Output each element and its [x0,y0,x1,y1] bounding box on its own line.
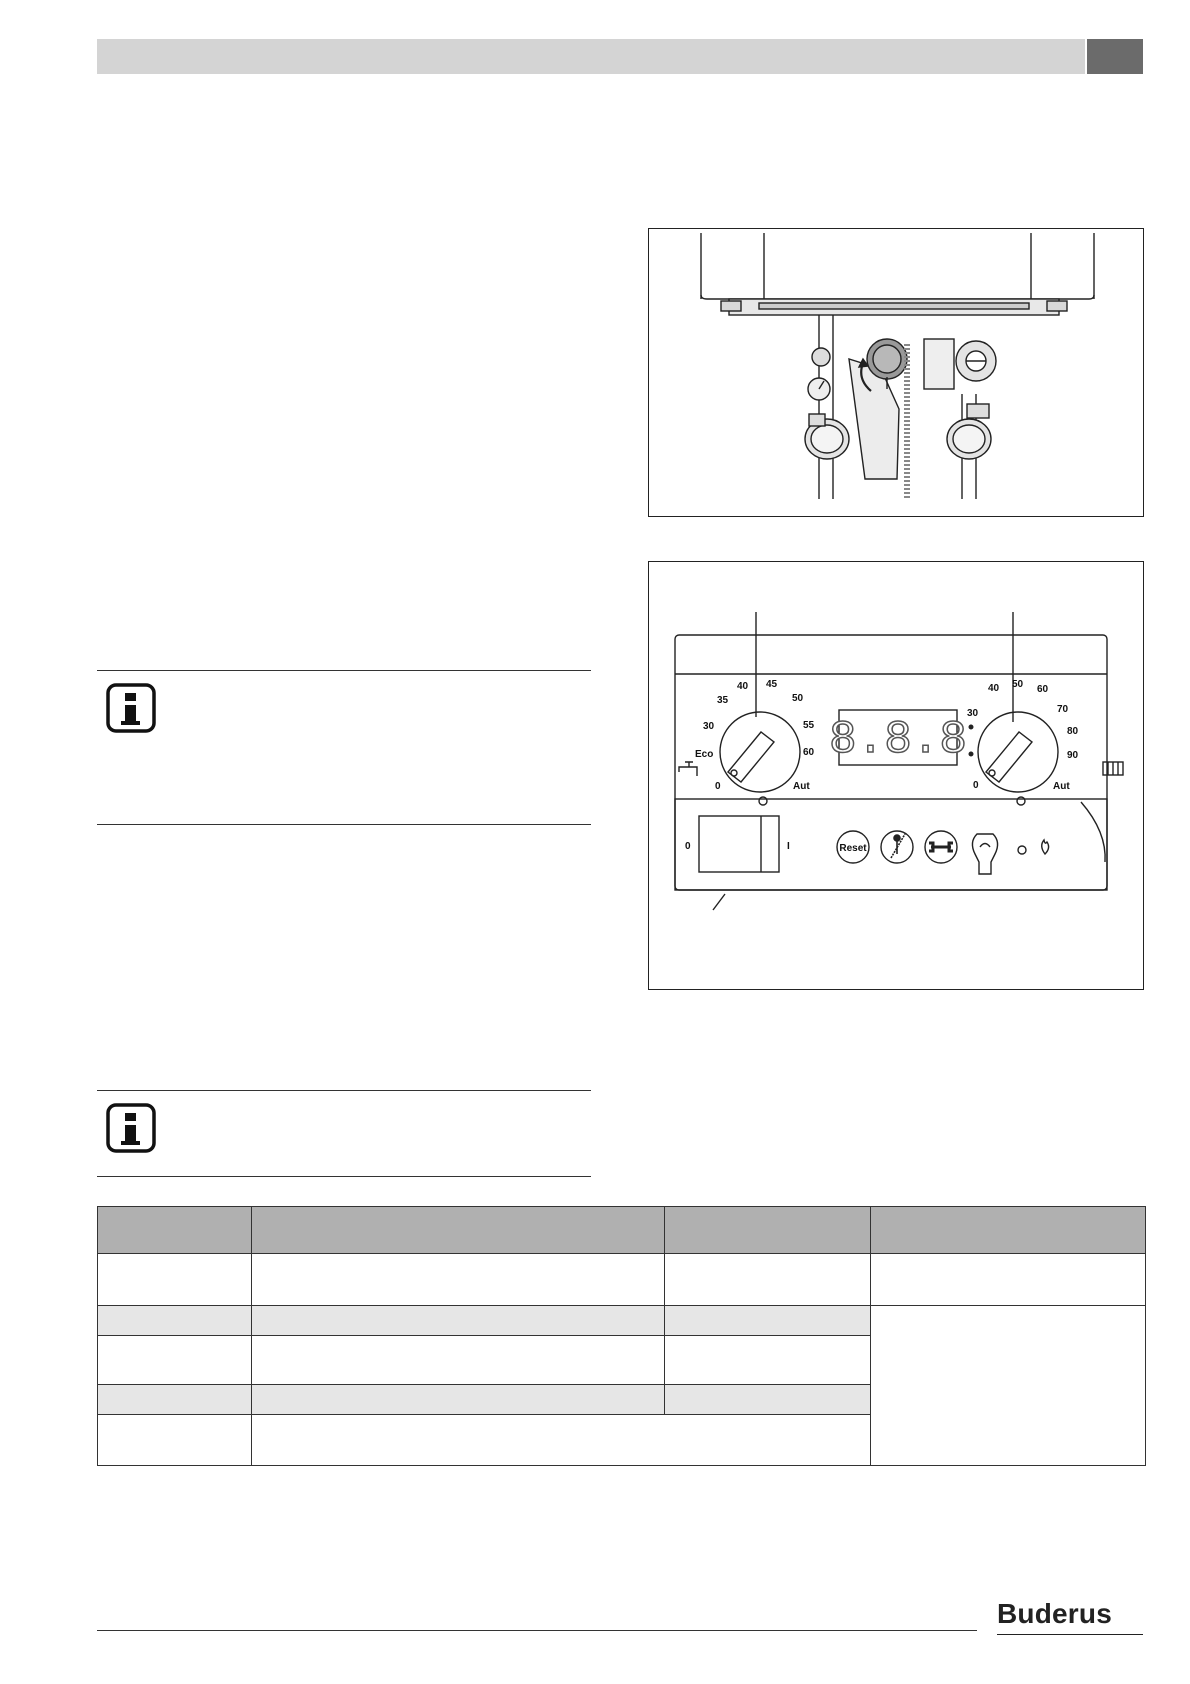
info-icon [105,682,157,734]
dial-right-label: 50 [1012,679,1024,690]
table-header-cell [98,1207,252,1254]
display-readout: 8.8.8 [828,714,968,766]
flame-icon [1042,840,1049,854]
control-panel-illustration [649,562,1143,989]
footer-rule [97,1630,977,1631]
switch-on-label: I [787,841,790,852]
dial-left-label: 30 [703,721,715,732]
dial-left-label: 45 [766,679,778,690]
dial-left-label: Aut [793,781,810,792]
brand-logo: Buderus [997,1598,1112,1629]
dial-left-label: 35 [717,695,729,706]
dial-right-label: 0 [973,780,979,791]
note-1-top-rule [97,670,591,671]
dial-left-label: 60 [803,747,815,758]
dial-left-label: 55 [803,720,815,731]
table-header-cell [665,1207,871,1254]
note-2 [105,1102,157,1159]
switch-off-label: 0 [685,841,691,852]
info-icon [105,1102,157,1154]
dial-left-label: Eco [695,749,714,760]
dial-right-label: 80 [1067,726,1079,737]
dial-right-label: 60 [1037,684,1049,695]
dial-right-label: 40 [988,683,1000,694]
valves-illustration [649,229,1143,516]
table-header-cell [252,1207,665,1254]
tap-icon [679,762,697,776]
note-2-top-rule [97,1090,591,1091]
header-bar [97,39,1085,74]
header-section-tab [1087,39,1143,74]
table-row [98,1306,1146,1336]
note-2-bottom-rule [97,1176,591,1177]
figure-valves [648,228,1144,517]
dial-left-label: 50 [792,693,804,704]
dial-right-label: 70 [1057,704,1069,715]
dial-left-label: 40 [737,681,749,692]
figure-control-panel [648,561,1144,990]
table-row [98,1254,1146,1306]
table-header-cell [871,1207,1146,1254]
pump-icon [972,834,997,874]
dial-left-label: 0 [715,781,721,792]
dial-right-label: 90 [1067,750,1079,761]
table-header-row [98,1207,1146,1254]
reset-button-label: Reset [839,843,867,854]
main-power-switch [699,816,779,872]
chimney-sweep-icon [891,834,905,858]
note-1 [105,682,157,739]
dial-right-label: 30 [967,708,979,719]
logo-underline [997,1634,1143,1635]
dial-right-label: Aut [1053,781,1070,792]
note-1-bottom-rule [97,824,591,825]
data-table [97,1206,1146,1466]
